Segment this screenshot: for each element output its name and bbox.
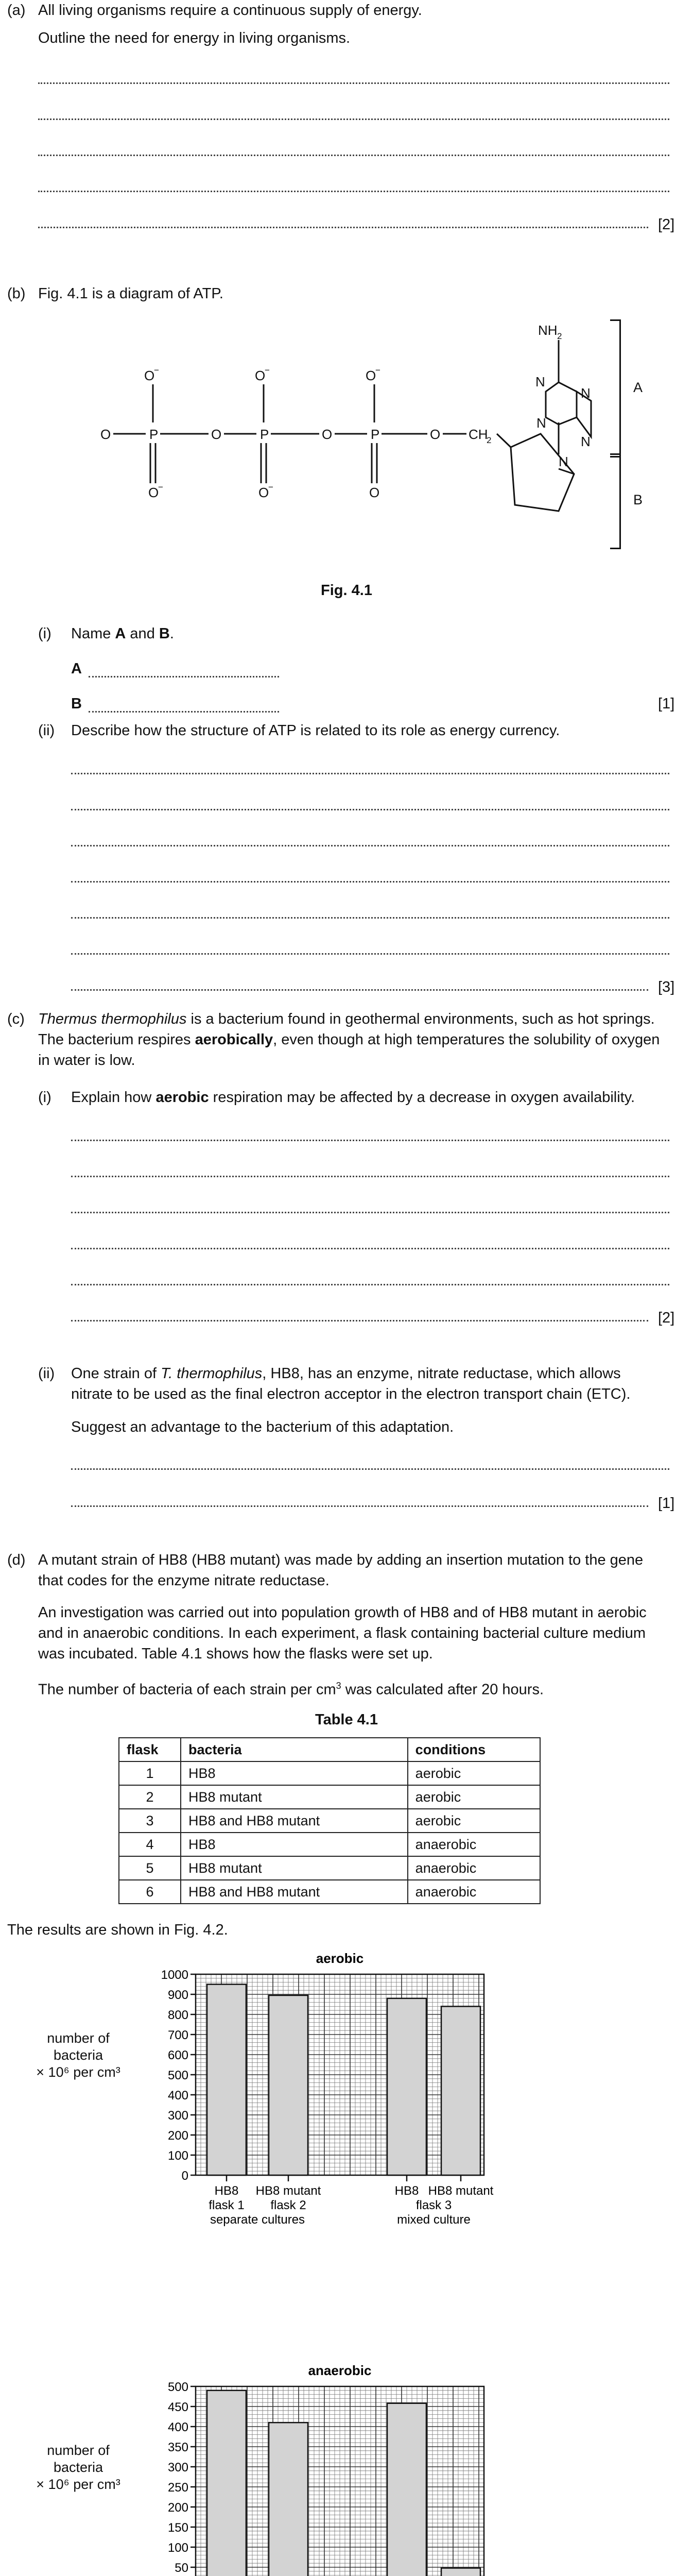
question-a-text: All living organisms require a continuous supply of energy. [38,2,422,19]
marks-label: [3] [658,979,675,995]
y-tick-label: 50 [175,2561,188,2575]
bar [207,2391,246,2576]
y-tick-label: 500 [167,2380,188,2394]
x-tick-label: HB8 mutant [428,2184,494,2198]
bar [269,1995,308,2175]
table-header-cell: bacteria [181,1738,408,1761]
answer-line[interactable] [71,1248,669,1249]
y-tick-label: 200 [167,2129,188,2143]
table-row [119,1809,540,1833]
y-tick-label: 150 [167,2521,188,2535]
question-ci-text: Explain how aerobic respiration may be affected by a decrease in oxygen availability. [71,1089,635,1106]
figure-caption: Fig. 4.1 [321,582,372,599]
answer-line[interactable] [71,845,669,846]
y-tick-label: 700 [167,2028,188,2042]
table-cell: HB8 and HB8 mutant [181,1880,408,1904]
table-cell: anaerobic [408,1856,540,1880]
question-d-p2c: was incubated. Table 4.1 shows how the flasks were set up. [38,1646,433,1662]
y-tick-label: 800 [167,2008,188,2022]
answer-line[interactable] [71,881,669,883]
svg-text:P: P [260,427,269,442]
answer-label-b: B [71,696,82,712]
answer-line[interactable] [71,917,669,919]
y-tick-label: 350 [167,2441,188,2454]
question-c-line1: Thermus thermophilus is a bacterium found in geothermal environments, such as hot springs. [38,1011,655,1027]
svg-text:−: − [158,482,163,492]
y-tick-label: 100 [167,2541,188,2555]
answer-label-a: A [71,660,82,677]
svg-text:N: N [581,434,591,449]
y-tick-label: 500 [167,2069,188,2082]
y-tick-label: 200 [167,2501,188,2515]
x-tick-label: HB8 [394,2184,419,2198]
table-caption: Table 4.1 [315,1711,378,1728]
bar [207,1985,246,2176]
question-b-intro: Fig. 4.1 is a diagram of ATP. [38,285,223,302]
table-header-row [119,1738,540,1761]
table-cell: 5 [119,1856,181,1880]
table-cell: 1 [119,1761,181,1785]
marks-label: [1] [658,1495,675,1512]
svg-text:−: − [268,482,273,492]
answer-line[interactable] [38,82,669,84]
svg-text:O: O [322,427,333,442]
table-row [119,1785,540,1809]
y-tick-label: 300 [167,2109,188,2123]
answer-line[interactable] [38,227,648,228]
table-row [119,1833,540,1856]
answer-line[interactable] [71,1212,669,1213]
y-tick-label: 400 [167,2089,188,2103]
group-label: mixed culture [397,2213,471,2227]
answer-line[interactable] [71,1468,669,1470]
answer-line[interactable] [71,1140,669,1141]
svg-text:O: O [258,485,269,500]
svg-text:N: N [581,385,591,401]
chart1-ylabel: number of bacteria × 10⁶ per cm³ [36,2030,120,2080]
y-tick-label: 450 [167,2400,188,2414]
answer-line[interactable] [38,155,669,156]
group-label: separate cultures [210,2213,305,2227]
table-cell: 3 [119,1809,181,1833]
table-cell: anaerobic [408,1880,540,1904]
svg-text:2: 2 [557,331,562,341]
aerobic-bar-chart [124,1947,577,2257]
y-tick-label: 900 [167,1988,188,2002]
bracket-a [610,319,621,457]
flask-label: flask 2 [270,2198,306,2212]
question-cii-prompt: Suggest an advantage to the bacterium of this adaptation. [71,1419,454,1435]
table-cell: 4 [119,1833,181,1856]
y-tick-label: 300 [167,2461,188,2475]
bar [441,2006,480,2175]
svg-text:O: O [430,427,441,442]
svg-text:O: O [366,368,376,383]
question-d-p3: The number of bacteria of each strain per $cm^3$ was calculated after 20 hours. [38,1681,544,1698]
question-bii-text: Describe how the structure of ATP is related to its role as energy currency. [71,722,560,739]
question-cii-line1: One strain of T. thermophilus, HB8, has an enzyme, nitrate reductase, which allows [71,1365,621,1382]
answer-line[interactable] [71,1176,669,1177]
svg-text:N: N [535,374,545,389]
bracket-b [610,453,621,549]
question-a-label: (a) [7,2,26,19]
bar [387,1998,426,2175]
question-bi-text: Name A and B. [71,625,174,642]
table-row [119,1856,540,1880]
question-cii-label: (ii) [38,1365,55,1382]
question-b-label: (b) [7,285,26,302]
diagram-label-a: A [633,380,643,395]
svg-text:P: P [371,427,380,442]
svg-text:CH: CH [469,427,488,442]
svg-text:−: − [375,365,380,375]
y-tick-label: 250 [167,2481,188,2495]
svg-text:2: 2 [487,435,492,445]
y-tick-label: 0 [181,2169,188,2183]
results-text: The results are shown in Fig. 4.2. [7,1922,228,1938]
question-d-p1a: A mutant strain of HB8 (HB8 mutant) was made by adding an insertion mutation to the gene [38,1552,644,1568]
table-cell: HB8 and HB8 mutant [181,1809,408,1833]
answer-line[interactable] [71,1505,648,1507]
question-d-p2a: An investigation was carried out into population growth of HB8 and of HB8 mutant in aerobic [38,1604,647,1621]
marks-label: [1] [658,696,675,712]
svg-text:N: N [536,415,546,431]
x-tick-label: HB8 mutant [255,2184,321,2198]
flask-label: flask 3 [415,2198,452,2212]
atp-diagram [93,319,608,556]
svg-text:O: O [144,368,155,383]
answer-line[interactable] [71,809,669,810]
bar [269,2422,308,2576]
table-cell: aerobic [408,1809,540,1833]
table-cell: 2 [119,1785,181,1809]
answer-line[interactable] [38,191,669,192]
svg-text:O: O [100,427,111,442]
chart-title: aerobic [316,1951,364,1966]
answer-line[interactable] [71,1284,669,1285]
question-ci-label: (i) [38,1089,51,1106]
table-cell: aerobic [408,1761,540,1785]
chart-title: anaerobic [308,2363,372,2378]
question-cii-line2: nitrate to be used as the final electron acceptor in the electron transport chain (ETC). [71,1386,631,1402]
flask-label: flask 1 [209,2198,245,2212]
svg-text:P: P [149,427,159,442]
marks-label: [2] [658,1310,675,1326]
svg-text:O: O [369,485,380,500]
answer-line-b[interactable] [89,711,279,713]
answer-line[interactable] [71,953,669,955]
y-tick-label: 400 [167,2420,188,2434]
question-d-label: (d) [7,1552,26,1568]
question-bii-label: (ii) [38,722,55,739]
answer-line[interactable] [38,118,669,120]
question-c-label: (c) [7,1011,25,1027]
question-d-p1b: that codes for the enzyme nitrate reductase. [38,1572,330,1589]
svg-text:O: O [255,368,266,383]
table-header-cell: flask [119,1738,181,1761]
svg-text:O: O [148,485,159,500]
question-d-p2b: and in anaerobic conditions. In each experiment, a flask containing bacterial culture medium [38,1625,646,1641]
marks-label: [2] [658,216,675,233]
question-bi-label: (i) [38,625,51,642]
diagram-label-b: B [633,492,643,507]
table-cell: 6 [119,1880,181,1904]
x-tick-label: HB8 [214,2184,239,2198]
question-c-line3: in water is low. [38,1052,135,1069]
svg-text:O: O [211,427,222,442]
table-cell: HB8 [181,1833,408,1856]
y-tick-label: 600 [167,2048,188,2062]
answer-line[interactable] [71,1320,648,1321]
bar [441,2568,480,2576]
table-body [119,1761,540,1904]
table-cell: aerobic [408,1785,540,1809]
table-cell: anaerobic [408,1833,540,1856]
question-c-line2: The bacterium respires aerobically, even though at high temperatures the solubility of oxygen [38,1031,660,1048]
anaerobic-bar-chart [124,2360,577,2576]
table-row [119,1761,540,1785]
svg-text:N: N [559,454,568,469]
table-cell: HB8 [181,1761,408,1785]
y-tick-label: 1000 [161,1968,188,1982]
answer-line[interactable] [71,989,648,991]
question-a-prompt: Outline the need for energy in living organisms. [38,30,351,46]
y-tick-label: 100 [167,2149,188,2163]
svg-text:−: − [265,365,270,375]
table-header-cell: conditions [408,1738,540,1761]
answer-line-a[interactable] [89,676,279,677]
table-cell: HB8 mutant [181,1785,408,1809]
answer-line[interactable] [71,773,669,774]
bar [387,2403,426,2576]
table-cell: HB8 mutant [181,1856,408,1880]
table-row [119,1880,540,1904]
chart2-ylabel: number of bacteria × 10⁶ per cm³ [36,2443,120,2492]
svg-text:NH: NH [538,323,558,338]
svg-text:−: − [154,365,159,375]
table-4-1 [118,1737,541,1904]
